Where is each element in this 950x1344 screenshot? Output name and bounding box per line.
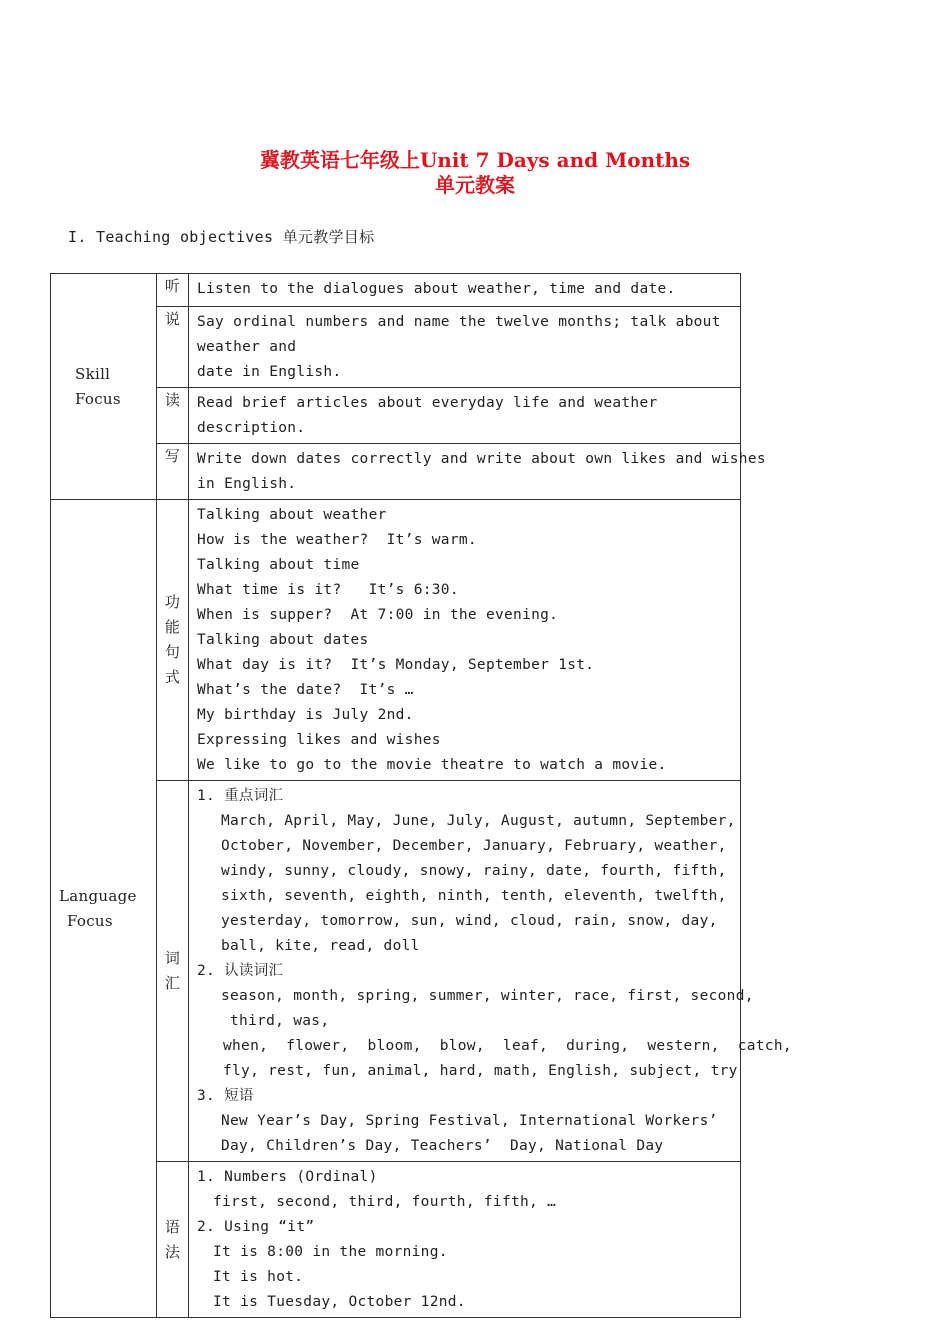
title-line-2: 单元教案 — [435, 173, 515, 197]
functions-label: 功 能 句 式 — [157, 500, 189, 781]
grammar-text: 1. Numbers (Ordinal) first, second, third, fourth, fifth, … 2. Using “it” It is 8:00 in the morning. It is hot. It is Tuesday, October 12nd. — [189, 1162, 741, 1318]
skill-read-text: Read brief articles about everyday life and weather description. — [189, 388, 741, 444]
section-heading: I. Teaching objectives 单元教学目标 — [68, 228, 375, 246]
skill-listen-text: Listen to the dialogues about weather, time and date. — [189, 274, 741, 307]
using-it-heading: 2. Using “it” — [197, 1219, 315, 1235]
document-title — [0, 148, 950, 198]
key-words-heading: 1. 重点词汇 — [197, 788, 284, 804]
skill-listen-label: 听 — [157, 274, 189, 307]
vocabulary-label: 词 汇 — [157, 781, 189, 1162]
skill-write-text: Write down dates correctly and write about own likes and wishes in English. — [189, 444, 741, 500]
language-row-functions — [51, 500, 741, 781]
title-line-1: 冀教英语七年级上Unit 7 Days and Months — [259, 148, 691, 172]
vocabulary-text: 1. 重点词汇 March, April, May, June, July, August, autumn, September, October, November, December, January, February, weather, windy, sunny, cloudy, snowy, rainy, date, fourth, fifth, sixth, seventh, eighth, ninth, tenth, eleventh, twelfth, yesterday, tomorrow, sun, wind, cloud, rain, snow, day, ball, kite, read, doll 2. 认读词汇 season, month, spring, summer, winter, race, first, second, third, was, when, flower, bloom, blow, leaf, during, western, catch, fly, rest, fun, animal, hard, math, English, subject, try 3. 短语 New Year’s Day, Spring Festival, International Workers’ Day, Children’s Day, Teachers’ Day, National Day — [189, 781, 741, 1162]
skill-write-label: 写 — [157, 444, 189, 500]
recognition-words-heading: 2. 认读词汇 — [197, 963, 284, 979]
skill-speak-text: Say ordinal numbers and name the twelve months; talk about weather and date in English. — [189, 307, 741, 388]
skill-speak-label: 说 — [157, 307, 189, 388]
functions-text: Talking about weather How is the weather? It’s warm. Talking about time What time is it? It’s 6:30. When is supper? At 7:00 in the evening. Talking about dates What day is it? It’s Monday, September 1st. What’s the date? It’s … My birthday is July 2nd. Expressing likes and wishes We like to go to the movie theatre to watch a movie. — [189, 500, 741, 781]
phrases-heading: 3. 短语 — [197, 1088, 254, 1104]
skill-read-label: 读 — [157, 388, 189, 444]
language-focus-label: Language Focus — [51, 500, 157, 1318]
grammar-label: 语 法 — [157, 1162, 189, 1318]
ordinals-heading: 1. Numbers (Ordinal) — [197, 1169, 378, 1185]
objectives-table — [50, 273, 792, 1318]
skill-row-listen — [51, 274, 741, 307]
skill-focus-label: Skill Focus — [51, 274, 157, 500]
